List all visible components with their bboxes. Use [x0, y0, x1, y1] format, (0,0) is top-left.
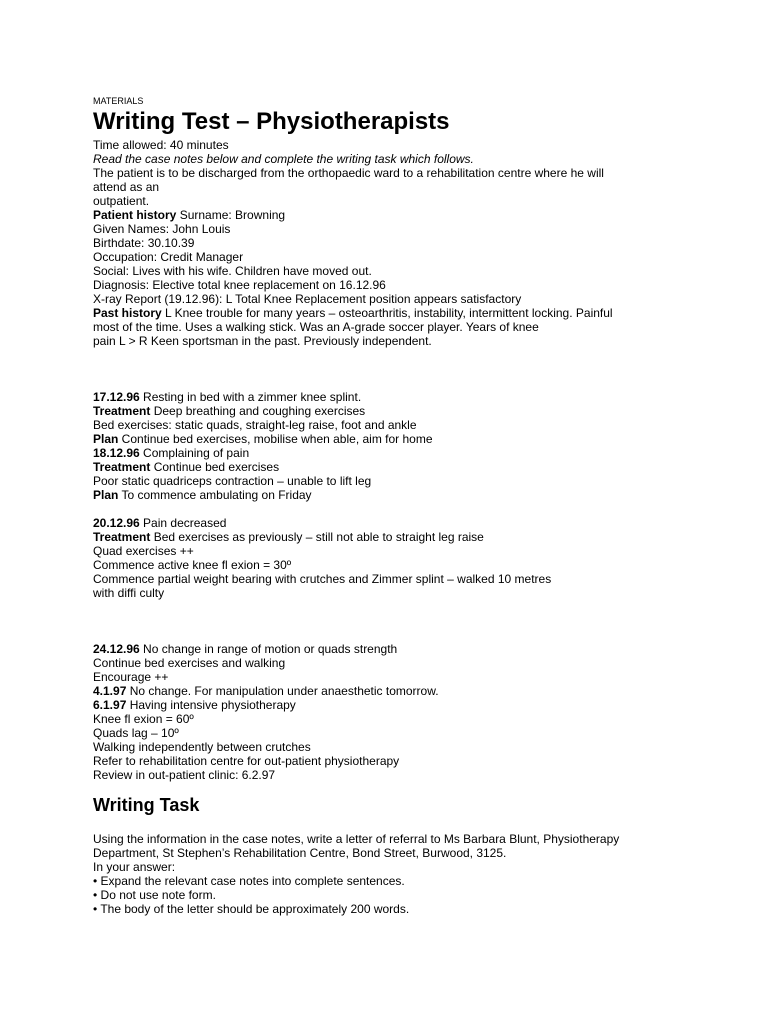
note-date: 4.1.97: [93, 684, 127, 698]
note-treatment: [93, 404, 753, 418]
treatment-text: Deep breathing and coughing exercises: [150, 404, 366, 418]
note-20-12-96: [93, 516, 753, 530]
note-plan: [93, 488, 753, 502]
note-text: No change. For manipulation under anaesthetic tomorrow.: [126, 684, 439, 698]
instruction: Read the case notes below and complete the writing task which follows.: [93, 152, 474, 166]
past-history-label: Past history: [93, 306, 162, 320]
treatment-text: Continue bed exercises: [150, 460, 280, 474]
note-text: Having intensive physiotherapy: [126, 698, 296, 712]
note-text: No change in range of motion or quads strength: [139, 642, 398, 656]
plan-text: To commence ambulating on Friday: [118, 488, 312, 502]
note-date: 20.12.96: [93, 516, 140, 530]
surname: Surname: Browning: [176, 208, 286, 222]
note-date: 17.12.96: [93, 390, 140, 404]
time-allowed: Time allowed: 40 minutes: [93, 138, 229, 152]
note-6-1-97: [93, 698, 753, 712]
context-line-2: attend as an: [93, 180, 160, 194]
plan-text: Continue bed exercises, mobilise when able, aim for home: [118, 432, 433, 446]
note-plan: [93, 432, 753, 446]
plan-label: Plan: [93, 488, 119, 502]
note-24-12-96: [93, 642, 753, 656]
occupation: Occupation: Credit Manager: [93, 250, 244, 264]
patient-history-label: Patient history: [93, 208, 177, 222]
note-4-1-97: [93, 684, 753, 698]
continue-exercises: Continue bed exercises and walking: [93, 656, 286, 670]
task-line-1: Using the information in the case notes, write a letter of referral to Ms Barbara Blunt, Physiotherapy: [93, 832, 620, 846]
encourage: Encourage ++: [93, 670, 169, 684]
note-17-12-96: [93, 390, 753, 404]
plan-label: Plan: [93, 432, 119, 446]
task-line-2: Department, St Stephen’s Rehabilitation Centre, Bond Street, Burwood, 3125.: [93, 846, 507, 860]
note-text: Complaining of pain: [139, 446, 250, 460]
xray-report: X-ray Report (19.12.96): L Total Knee Replacement position appears satisfactory: [93, 292, 522, 306]
note-treatment: [93, 460, 753, 474]
task-line-3: In your answer:: [93, 860, 176, 874]
diagnosis: Diagnosis: Elective total knee replacement on 16.12.96: [93, 278, 386, 292]
note-date: 24.12.96: [93, 642, 140, 656]
writing-task-heading: Writing Task: [93, 795, 200, 815]
social: Social: Lives with his wife. Children have moved out.: [93, 264, 372, 278]
past-history-text-1: L Knee trouble for many years – osteoarthritis, instability, intermittent locking. Painful: [161, 306, 613, 320]
treatment-label: Treatment: [93, 530, 151, 544]
birthdate: Birthdate: 30.10.39: [93, 236, 195, 250]
weight-bearing-2: with diffi culty: [93, 586, 165, 600]
quad-exercises: Quad exercises ++: [93, 544, 194, 558]
walking-status: Walking independently between crutches: [93, 740, 311, 754]
quadriceps-note: Poor static quadriceps contraction – unable to lift leg: [93, 474, 372, 488]
referral-note: Refer to rehabilitation centre for out-patient physiotherapy: [93, 754, 400, 768]
note-treatment: [93, 530, 753, 544]
task-bullet-2: • Do not use note form.: [93, 888, 216, 902]
knee-flexion: Knee fl exion = 60º: [93, 712, 194, 726]
given-names: Given Names: John Louis: [93, 222, 231, 236]
materials-label: MATERIALS: [93, 96, 144, 106]
past-history-line-2: most of the time. Uses a walking stick. Was an A-grade soccer player. Years of knee: [93, 320, 539, 334]
weight-bearing-1: Commence partial weight bearing with crutches and Zimmer splint – walked 10 metres: [93, 572, 552, 586]
past-history-line-1: [93, 306, 753, 320]
task-bullet-3: • The body of the letter should be approximately 200 words.: [93, 902, 410, 916]
task-bullet-1: • Expand the relevant case notes into complete sentences.: [93, 874, 405, 888]
note-date: 18.12.96: [93, 446, 140, 460]
treatment-label: Treatment: [93, 460, 151, 474]
page-title: Writing Test – Physiotherapists: [93, 108, 450, 135]
treatment-text: Bed exercises as previously – still not able to straight leg raise: [150, 530, 484, 544]
note-text: Resting in bed with a zimmer knee splint.: [139, 390, 362, 404]
past-history-line-3: pain L > R Keen sportsman in the past. Previously independent.: [93, 334, 432, 348]
treatment-label: Treatment: [93, 404, 151, 418]
context-line-1: The patient is to be discharged from the orthopaedic ward to a rehabilitation centre where he will: [93, 166, 604, 180]
note-text: Pain decreased: [139, 516, 227, 530]
quads-lag: Quads lag – 10º: [93, 726, 179, 740]
knee-flexion: Commence active knee fl exion = 30º: [93, 558, 292, 572]
bed-exercises: Bed exercises: static quads, straight-leg raise, foot and ankle: [93, 418, 417, 432]
document-page: [93, 96, 753, 916]
patient-history-surname: [93, 208, 753, 222]
note-18-12-96: [93, 446, 753, 460]
note-date: 6.1.97: [93, 698, 127, 712]
context-line-3: outpatient.: [93, 194, 150, 208]
review-note: Review in out-patient clinic: 6.2.97: [93, 768, 276, 782]
